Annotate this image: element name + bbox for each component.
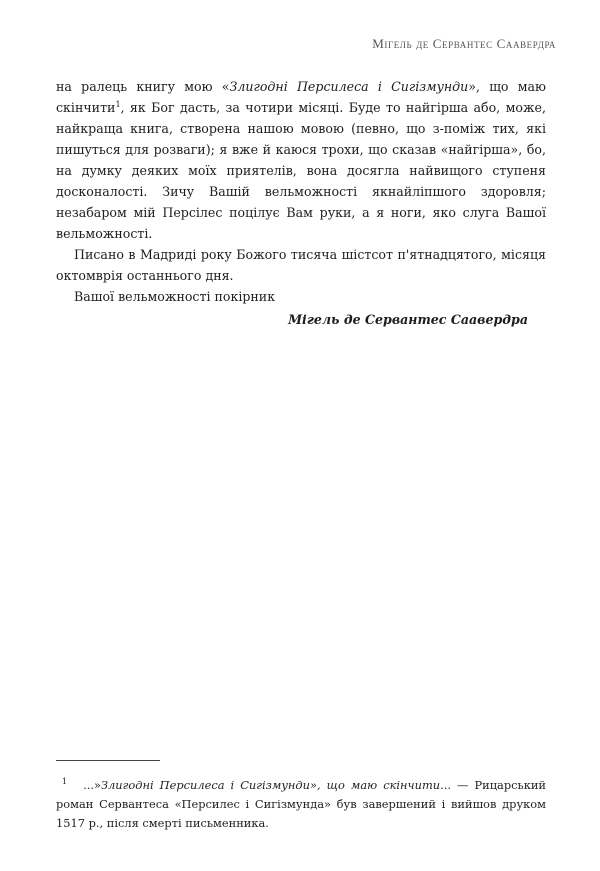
footnote-number: 1: [62, 777, 68, 786]
footnote-lead-suffix: ... —: [440, 777, 475, 792]
footnote-ref[interactable]: 1: [115, 99, 121, 109]
paragraph-3: Вашої вельможності покірник: [74, 289, 276, 304]
footnote-lead-italic: Злигодні Персилеса і Сигізмунди», що маю скінчити: [100, 777, 441, 792]
footnote-text: Рицарський роман Сервантеса «Персилес і Сигізмунда» був завершений і вийшов друком 1517 р., після смерті письменника.: [56, 777, 547, 830]
running-head: Мігель де Сервантес Саавердра: [372, 36, 556, 51]
paragraph-1-text-b: », що маю скінчити: [56, 79, 546, 115]
book-title-italic: Злигодні Персилеса і Сигізмунди: [229, 79, 469, 94]
paragraph-2: Писано в Мадриді року Божого тисяча шістсот п'ятнадцятого, місяця октомврія останнього дня.: [56, 247, 546, 283]
footnote: [56, 772, 546, 833]
footnote-lead-prefix: ...»: [83, 777, 101, 792]
paragraph-1-text-a: на ралець книгу мою «: [56, 79, 230, 94]
paragraph-1: [56, 76, 546, 244]
paragraph-1-text-c: , як Бог дасть, за чотири місяці. Буде то найгірша або, може, найкраща книга, створена нашою мовою (певно, що з-поміж тих, які пишуться для розваги); я вже й каюся трохи, що сказав «найгірша», бо, на думку деяких моїх приятелів, вона досягла найвищого ступеня досконалості. Зичу Вашій вельможності якнайліпшого здоровля; незабаром мій Персілес поцілує Вам руки, а я ноги, яко слуга Вашої вельможності.: [56, 100, 546, 241]
signature: Мігель де Сервантес Саавердра: [288, 312, 528, 327]
body-text: [56, 76, 546, 330]
footnote-divider: [56, 760, 160, 761]
